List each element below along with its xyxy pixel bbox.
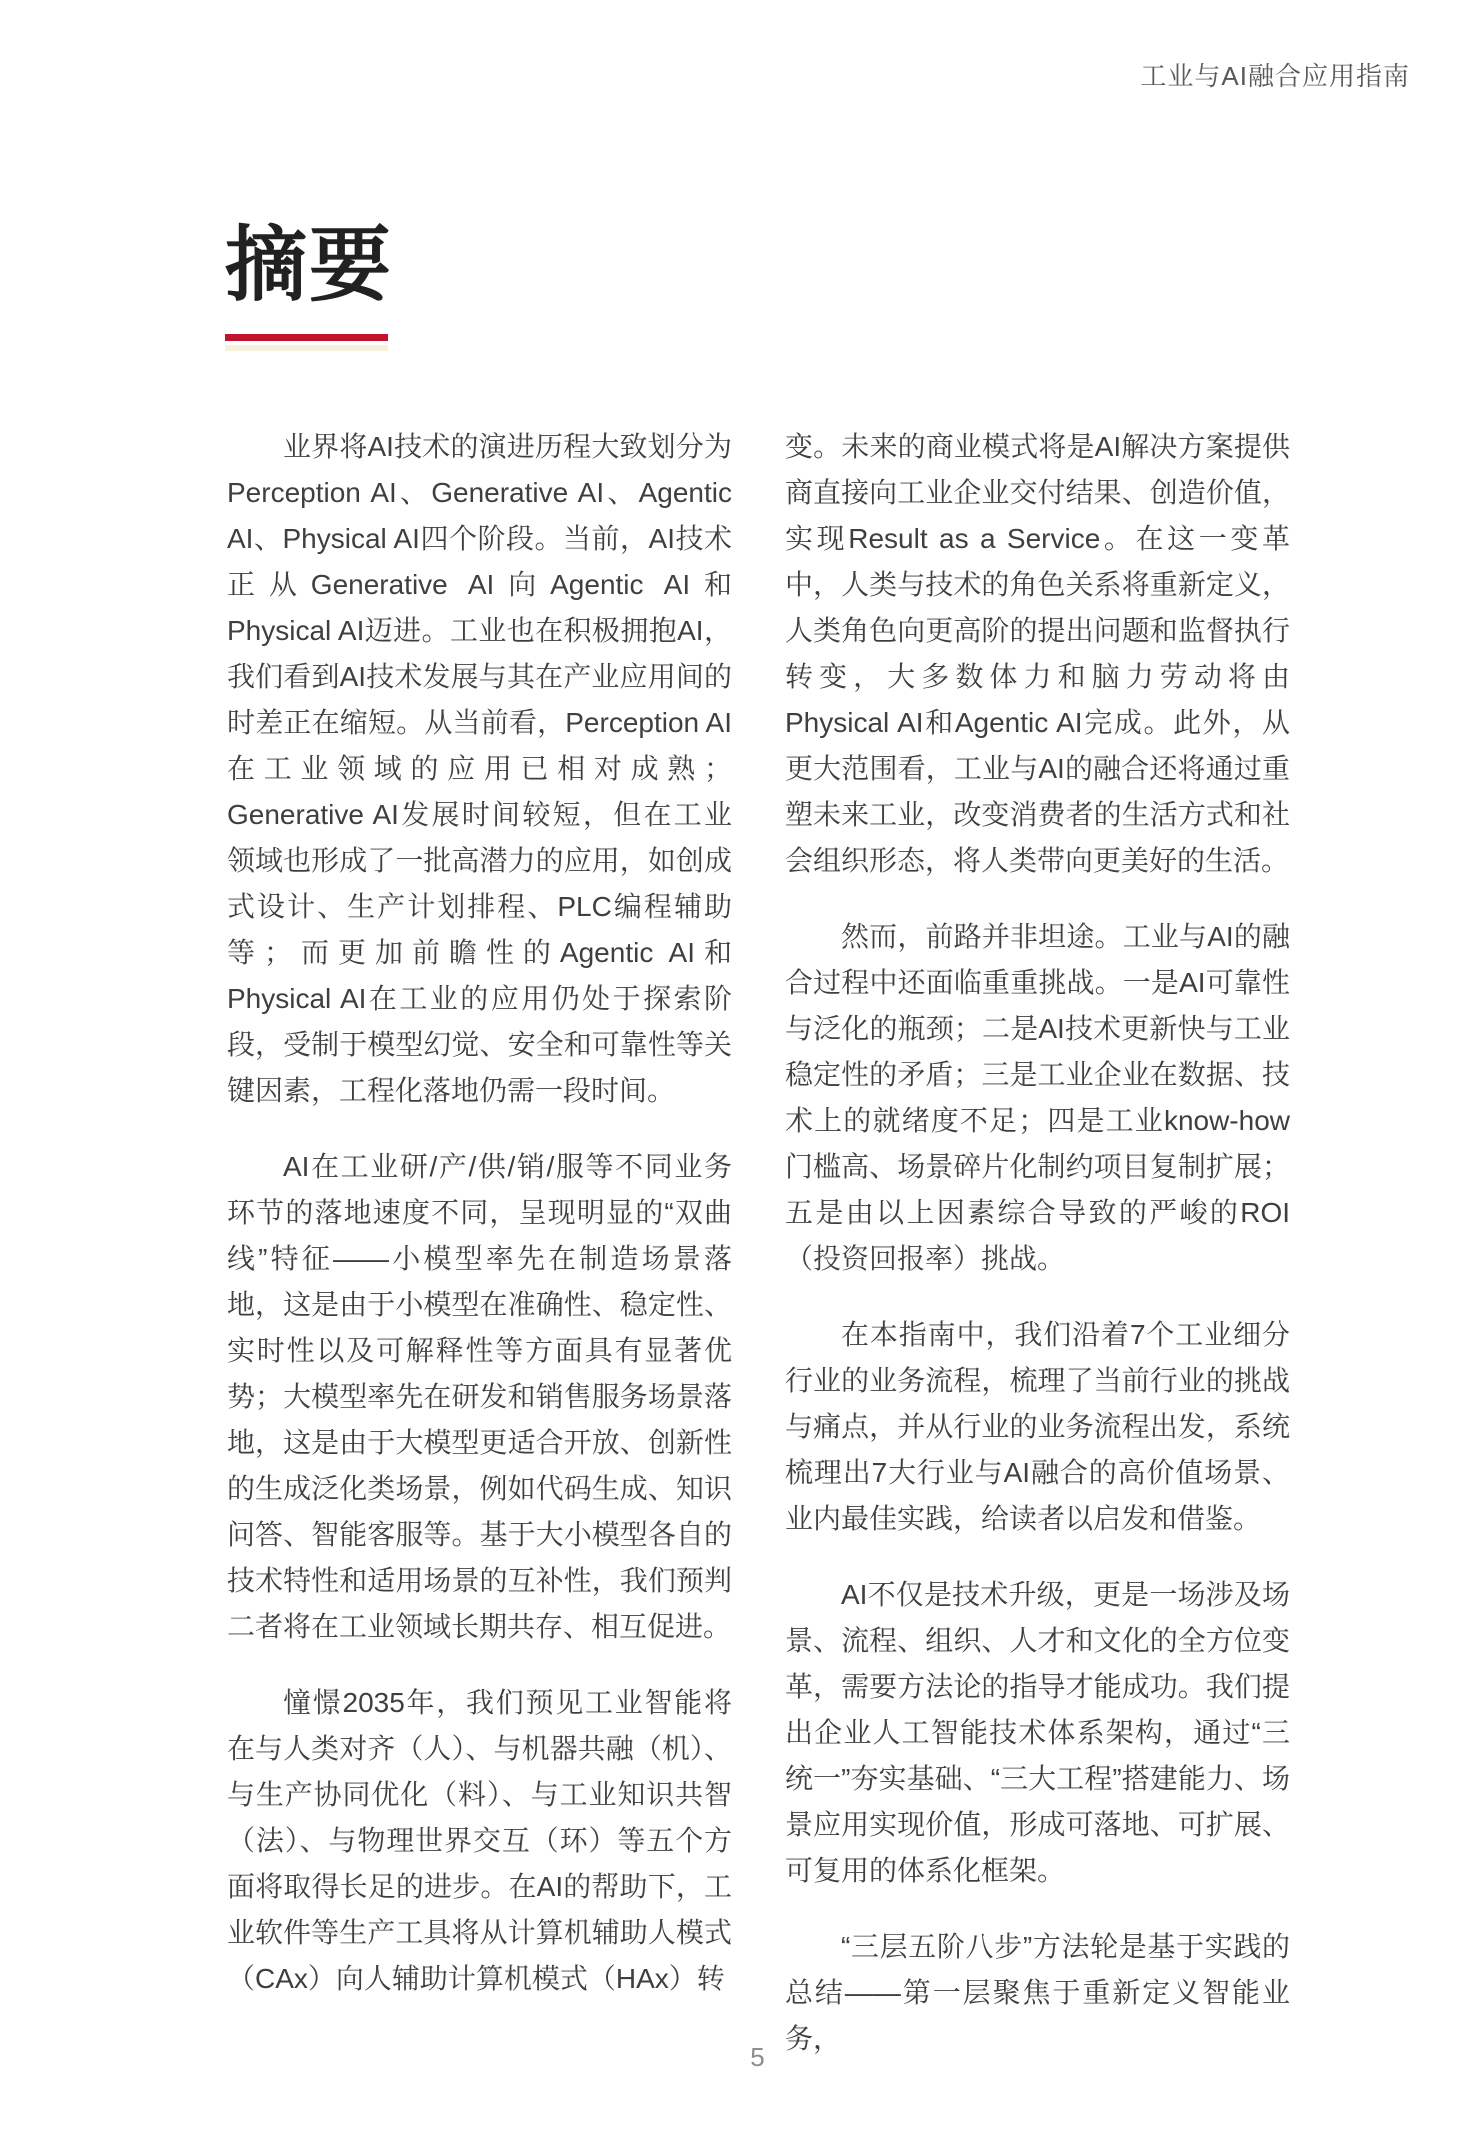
- paragraph: 在本指南中，我们沿着7个工业细分行业的业务流程，梳理了当前行业的挑战与痛点，并从行业的业务流程出发，系统梳理出7大行业与AI融合的高价值场景、业内最佳实践，给读者以启发和借鉴。: [785, 1319, 1290, 1534]
- paragraph: 业界将AI技术的演进历程大致划分为Perception AI、Generative AI、Agentic AI、Physical AI四个阶段。当前，AI技术正从Generative AI向Agentic AI和Physical AI迈进。工业也在积极拥抱AI，我们看到AI技术发展与其在产业应用间的时差正在缩短。从当前看，Perception AI在工业领域的应用已相对成熟；Generative AI发展时间较短，但在工业领域也形成了一批高潜力的应用，如创成式设计、生产计划排程、PLC编程辅助等；而更加前瞻性的Agentic AI和Physical AI在工业的应用仍处于探索阶段，受制于模型幻觉、安全和可靠性等关键因素，工程化落地仍需一段时间。: [227, 431, 732, 1106]
- title-underline-shadow: [225, 345, 388, 351]
- body-column-left: [227, 424, 732, 2032]
- paragraph: AI不仅是技术升级，更是一场涉及场景、流程、组织、人才和文化的全方位变革，需要方法论的指导才能成功。我们提出企业人工智能技术体系架构，通过“三统一”夯实基础、“三大工程”搭建能力、场景应用实现价值，形成可落地、可扩展、可复用的体系化框架。: [785, 1579, 1290, 1886]
- running-header: 工业与AI融合应用指南: [1140, 61, 1410, 91]
- title-underline-red: [225, 334, 388, 341]
- page-number: 5: [750, 2042, 765, 2072]
- paragraph: 然而，前路并非坦途。工业与AI的融合过程中还面临重重挑战。一是AI可靠性与泛化的瓶颈；二是AI技术更新快与工业稳定性的矛盾；三是工业企业在数据、技术上的就绪度不足；四是工业know-how门槛高、场景碎片化制约项目复制扩展；五是由以上因素综合导致的严峻的ROI（投资回报率）挑战。: [785, 921, 1290, 1274]
- page-title: 摘要: [225, 220, 394, 311]
- paragraph: “三层五阶八步”方法轮是基于实践的总结——第一层聚焦于重新定义智能业务，: [785, 1931, 1290, 2054]
- body-column-right: [785, 424, 1290, 2092]
- paragraph: 变。未来的商业模式将是AI解决方案提供商直接向工业企业交付结果、创造价值，实现Result as a Service。在这一变革中，人类与技术的角色关系将重新定义，人类角色向更高阶的提出问题和监督执行转变，大多数体力和脑力劳动将由Physical AI和Agentic AI完成。此外，从更大范围看，工业与AI的融合还将通过重塑未来工业，改变消费者的生活方式和社会组织形态，将人类带向更美好的生活。: [785, 431, 1290, 876]
- paragraph: 憧憬2035年，我们预见工业智能将在与人类对齐（人）、与机器共融（机）、与生产协同优化（料）、与工业知识共智（法）、与物理世界交互（环）等五个方面将取得长足的进步。在AI的帮助下，工业软件等生产工具将从计算机辅助人模式（CAx）向人辅助计算机模式（HAx）转: [227, 1687, 732, 1994]
- paragraph: AI在工业研/产/供/销/服等不同业务环节的落地速度不同，呈现明显的“双曲线”特征——小模型率先在制造场景落地，这是由于小模型在准确性、稳定性、实时性以及可解释性等方面具有显著优势；大模型率先在研发和销售服务场景落地，这是由于大模型更适合开放、创新性的生成泛化类场景，例如代码生成、知识问答、智能客服等。基于大小模型各自的技术特性和适用场景的互补性，我们预判二者将在工业领域长期共存、相互促进。: [227, 1151, 732, 1642]
